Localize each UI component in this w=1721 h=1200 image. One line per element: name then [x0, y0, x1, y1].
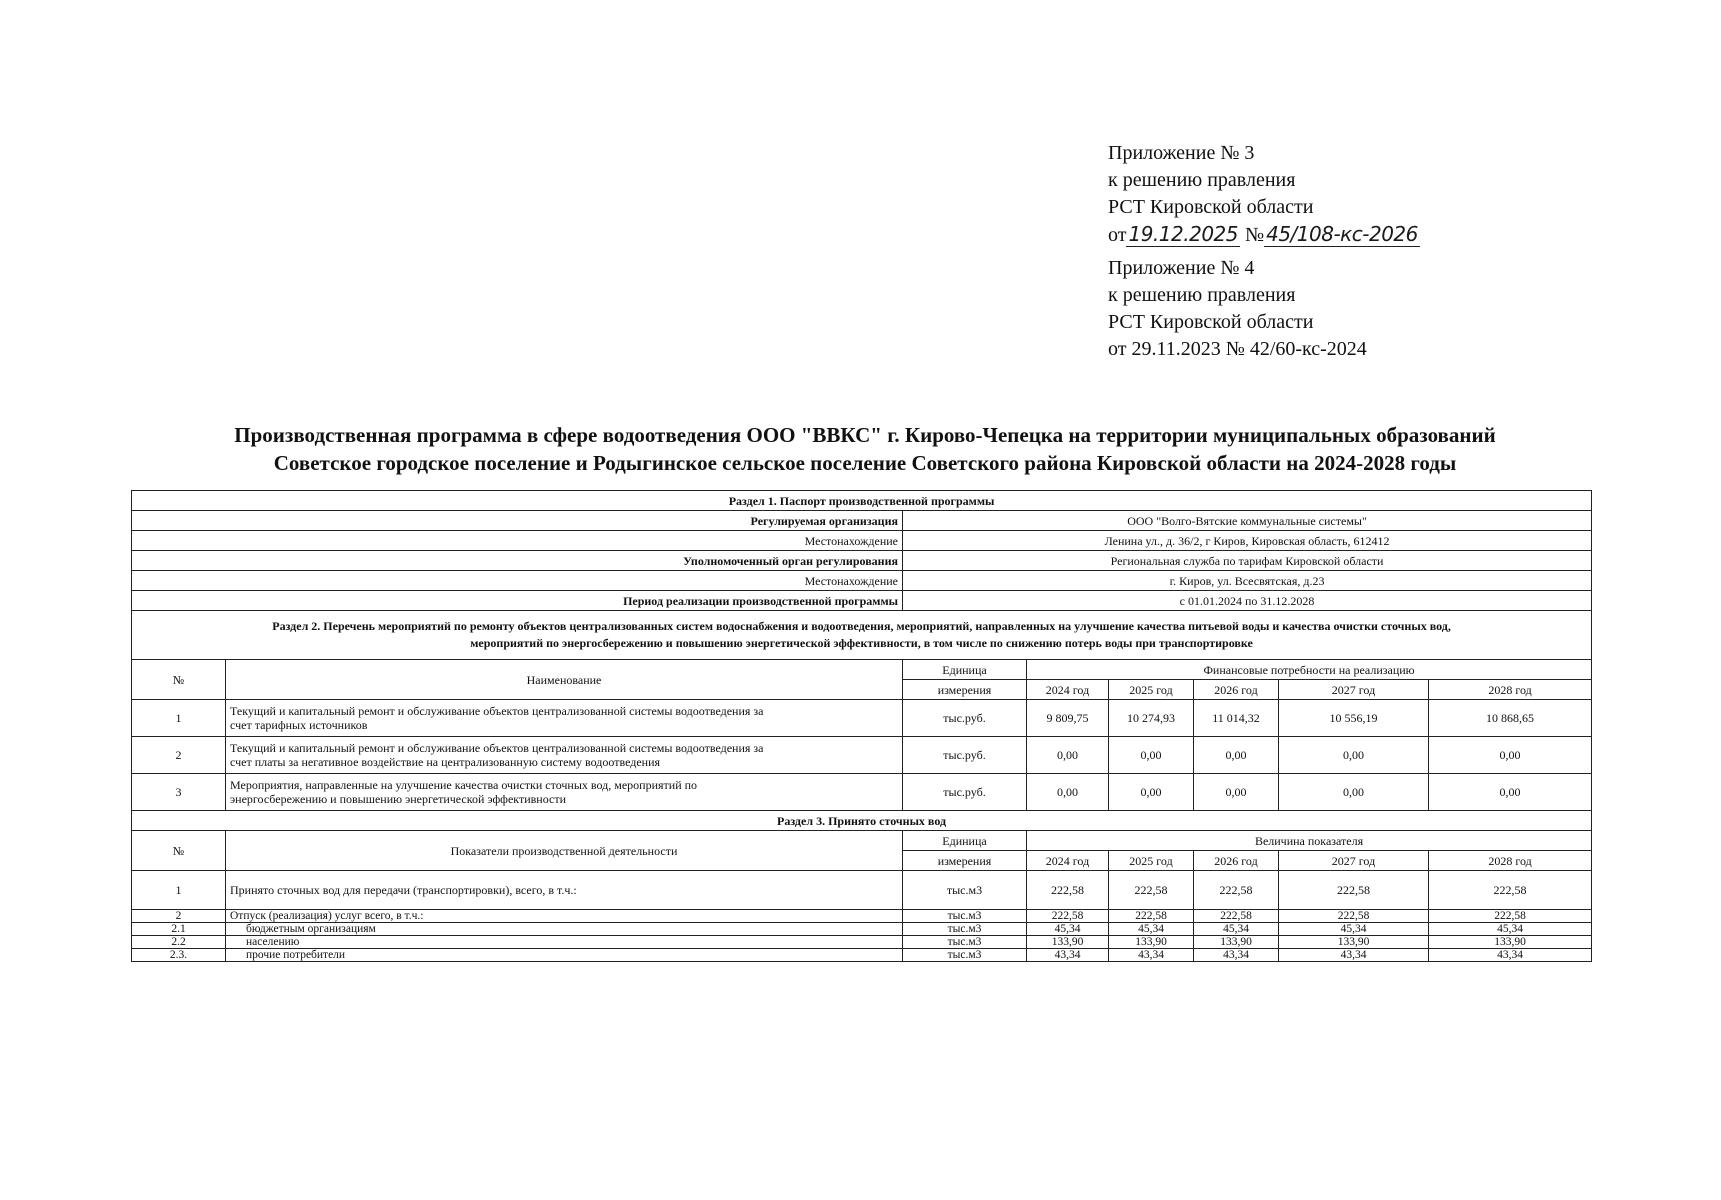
col-name-header: Показатели производственной деятельности	[226, 831, 903, 871]
section3-header-row	[132, 811, 1592, 831]
handwritten-number: 45/108-кс-2026	[1266, 222, 1418, 246]
col-name-header: Наименование	[226, 660, 903, 700]
row-value: 0,00	[1279, 737, 1429, 774]
appendix-3-from-prefix: от	[1108, 224, 1127, 246]
row-value: 133,90	[1027, 936, 1109, 949]
row-value: 222,58	[1429, 871, 1592, 910]
year-header: 2025 год	[1109, 851, 1194, 871]
row-name	[226, 774, 903, 811]
document-title	[120, 421, 1610, 477]
passport-label: Регулируемая организация	[132, 511, 903, 531]
row-unit: тыс.м3	[903, 923, 1027, 936]
year-header: 2025 год	[1109, 680, 1194, 700]
row-value: 0,00	[1279, 774, 1429, 811]
year-header: 2026 год	[1194, 680, 1279, 700]
row-value: 0,00	[1027, 737, 1109, 774]
row-name	[226, 737, 903, 774]
row-num: 2	[132, 910, 226, 923]
appendix-3-num-prefix: №	[1245, 224, 1265, 246]
appendix-4-line3: РСТ Кировской области	[1108, 311, 1314, 333]
passport-value: Региональная служба по тарифам Кировской области	[903, 551, 1592, 571]
section1-header-row	[132, 491, 1592, 511]
row-name-line2: счет тарифных источников	[230, 718, 368, 732]
year-header: 2027 год	[1279, 851, 1429, 871]
appendix-4-line4: от 29.11.2023 № 42/60-кс-2024	[1108, 338, 1367, 360]
row-value: 43,34	[1279, 949, 1429, 962]
row-value: 0,00	[1027, 774, 1109, 811]
row-value: 222,58	[1027, 910, 1109, 923]
document-title-line1: Производственная программа в сфере водоотведения ООО "ВВКС" г. Кирово-Чепецка на территории муниципальных образований	[234, 423, 1496, 447]
row-num: 3	[132, 774, 226, 811]
row-name: Принято сточных вод для передачи (транспортировки), всего, в т.ч.:	[226, 871, 903, 910]
document-title-line2: Советское городское поселение и Родыгинское сельское поселение Советского района Кировской области на 2024-2028 годы	[273, 451, 1457, 475]
row-value: 0,00	[1194, 737, 1279, 774]
passport-label: Местонахождение	[132, 531, 903, 551]
handwritten-date: 19.12.2025	[1128, 222, 1238, 246]
row-unit: тыс.м3	[903, 910, 1027, 923]
table-row	[132, 871, 1592, 910]
row-value: 43,34	[1429, 949, 1592, 962]
row-value: 0,00	[1109, 737, 1194, 774]
row-value: 0,00	[1429, 774, 1592, 811]
passport-label: Уполномоченный орган регулирования	[132, 551, 903, 571]
row-value: 9 809,75	[1027, 700, 1109, 737]
table-row	[132, 910, 1592, 923]
row-value: 0,00	[1194, 774, 1279, 811]
row-value: 45,34	[1109, 923, 1194, 936]
col-unit-header: Единица	[903, 831, 1027, 851]
col-num-header: №	[132, 660, 226, 700]
row-unit: тыс.руб.	[903, 774, 1027, 811]
table-row	[132, 936, 1592, 949]
section1-header: Раздел 1. Паспорт производственной программы	[132, 491, 1592, 511]
row-value: 133,90	[1194, 936, 1279, 949]
row-value: 43,34	[1027, 949, 1109, 962]
section2-header	[132, 611, 1592, 660]
row-unit: тыс.руб.	[903, 700, 1027, 737]
appendix-3-date-line	[1108, 221, 1420, 249]
table-row	[132, 774, 1592, 811]
row-value: 222,58	[1279, 910, 1429, 923]
row-value: 222,58	[1429, 910, 1592, 923]
table-row	[132, 700, 1592, 737]
passport-value: с 01.01.2024 по 31.12.2028	[903, 591, 1592, 611]
row-num: 2.1	[132, 923, 226, 936]
row-value: 222,58	[1027, 871, 1109, 910]
section2-header-line1: Раздел 2. Перечень мероприятий по ремонту объектов централизованных систем водоснабжения и водоотведения, мероприятий, направленных на улучшение качества питьевой воды и качества очистки сточных вод,	[272, 619, 1451, 633]
appendix-3-line3: РСТ Кировской области	[1108, 196, 1314, 218]
appendix-3-line2: к решению правления	[1108, 169, 1296, 191]
section2-column-header-row	[132, 660, 1592, 680]
row-value: 222,58	[1109, 910, 1194, 923]
row-value: 222,58	[1109, 871, 1194, 910]
row-value: 10 868,65	[1429, 700, 1592, 737]
row-num: 2.3.	[132, 949, 226, 962]
row-value: 222,58	[1279, 871, 1429, 910]
passport-value: г. Киров, ул. Всесвятская, д.23	[903, 571, 1592, 591]
row-value: 45,34	[1429, 923, 1592, 936]
row-value: 0,00	[1109, 774, 1194, 811]
row-value: 45,34	[1027, 923, 1109, 936]
passport-row	[132, 591, 1592, 611]
row-name: бюджетным организациям	[226, 923, 903, 936]
row-value: 45,34	[1279, 923, 1429, 936]
row-name-line2: энергосбережению и повышению энергетической эффективности	[230, 792, 566, 806]
row-name-line1: Мероприятия, направленные на улучшение качества очистки сточных вод, мероприятий по	[230, 778, 698, 792]
row-value: 133,90	[1109, 936, 1194, 949]
row-num: 1	[132, 871, 226, 910]
year-header: 2028 год	[1429, 851, 1592, 871]
row-value: 222,58	[1194, 871, 1279, 910]
passport-row	[132, 531, 1592, 551]
row-value: 133,90	[1429, 936, 1592, 949]
row-name-line2: счет платы за негативное воздействие на централизованную систему водоотведения	[230, 755, 661, 769]
table-row	[132, 737, 1592, 774]
col-group-header: Величина показателя	[1027, 831, 1592, 851]
appendix-4-title: Приложение № 4	[1108, 257, 1255, 279]
appendix-4	[1108, 255, 1420, 363]
passport-label: Местонахождение	[132, 571, 903, 591]
row-value: 43,34	[1194, 949, 1279, 962]
row-value: 133,90	[1279, 936, 1429, 949]
section2-header-line2: мероприятий по энергосбережению и повышению энергетической эффективности, в том числе по снижению потерь воды при транспортировке	[470, 636, 1253, 650]
row-num: 2.2	[132, 936, 226, 949]
year-header: 2024 год	[1027, 851, 1109, 871]
row-num: 2	[132, 737, 226, 774]
passport-value: Ленина ул., д. 36/2, г Киров, Кировская область, 612412	[903, 531, 1592, 551]
row-name: населению	[226, 936, 903, 949]
col-unit-header-2: измерения	[903, 680, 1027, 700]
row-unit: тыс.руб.	[903, 737, 1027, 774]
row-name: прочие потребители	[226, 949, 903, 962]
row-name-line1: Текущий и капитальный ремонт и обслуживание объектов централизованной системы водоотведения за	[230, 704, 764, 718]
passport-row	[132, 551, 1592, 571]
section3-header: Раздел 3. Принято сточных вод	[132, 811, 1592, 831]
row-value: 45,34	[1194, 923, 1279, 936]
appendix-4-line2: к решению правления	[1108, 284, 1296, 306]
table-row	[132, 923, 1592, 936]
row-value: 11 014,32	[1194, 700, 1279, 737]
section2-header-row	[132, 611, 1592, 660]
table-row	[132, 949, 1592, 962]
row-unit: тыс.м3	[903, 949, 1027, 962]
col-num-header: №	[132, 831, 226, 871]
row-value: 10 556,19	[1279, 700, 1429, 737]
year-header: 2027 год	[1279, 680, 1429, 700]
program-table	[131, 490, 1592, 962]
appendix-3-title: Приложение № 3	[1108, 142, 1255, 164]
col-unit-header-2: измерения	[903, 851, 1027, 871]
year-header: 2028 год	[1429, 680, 1592, 700]
passport-value: ООО "Волго-Вятские коммунальные системы"	[903, 511, 1592, 531]
row-name: Отпуск (реализация) услуг всего, в т.ч.:	[226, 910, 903, 923]
row-value: 10 274,93	[1109, 700, 1194, 737]
passport-row	[132, 571, 1592, 591]
row-value: 222,58	[1194, 910, 1279, 923]
row-num: 1	[132, 700, 226, 737]
row-unit: тыс.м3	[903, 871, 1027, 910]
year-header: 2026 год	[1194, 851, 1279, 871]
row-value: 0,00	[1429, 737, 1592, 774]
appendix-header	[1108, 140, 1420, 369]
appendix-3	[1108, 140, 1420, 249]
section3-column-header-row	[132, 831, 1592, 851]
col-group-header: Финансовые потребности на реализацию	[1027, 660, 1592, 680]
row-name-line1: Текущий и капитальный ремонт и обслуживание объектов централизованной системы водоотведения за	[230, 741, 764, 755]
col-unit-header: Единица	[903, 660, 1027, 680]
year-header: 2024 год	[1027, 680, 1109, 700]
passport-row	[132, 511, 1592, 531]
passport-label: Период реализации производственной программы	[132, 591, 903, 611]
row-name	[226, 700, 903, 737]
row-value: 43,34	[1109, 949, 1194, 962]
row-unit: тыс.м3	[903, 936, 1027, 949]
